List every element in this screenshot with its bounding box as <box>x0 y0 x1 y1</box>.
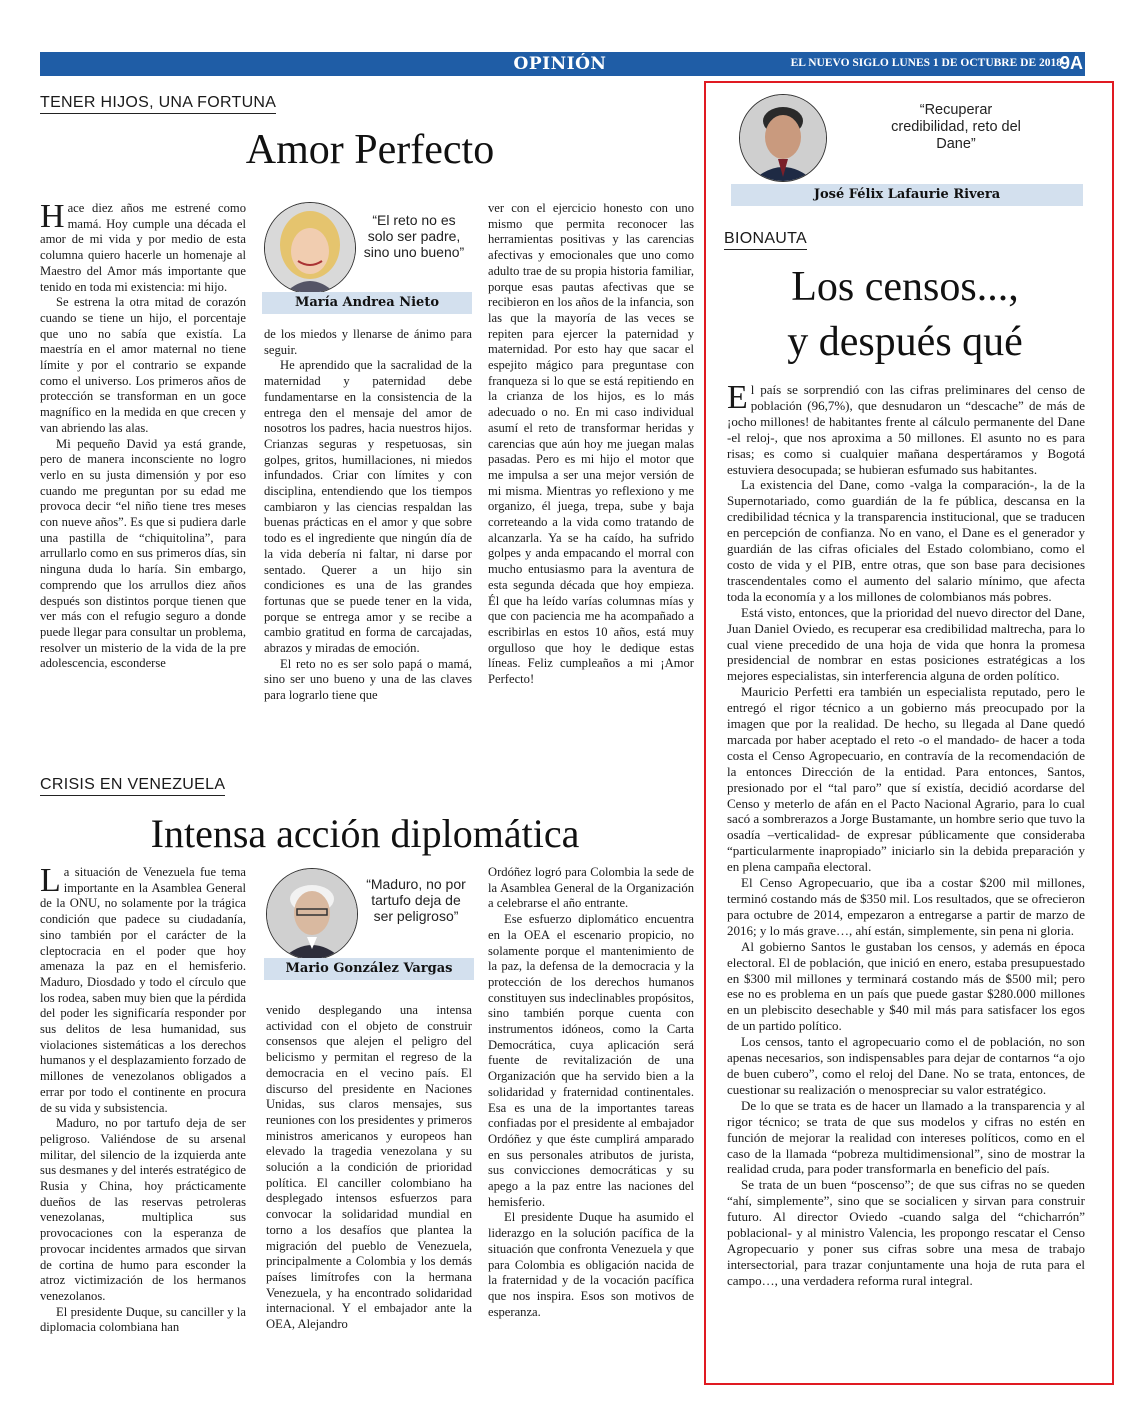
dateline: EL NUEVO SIGLO LUNES 1 DE OCTUBRE DE 2018 <box>790 57 1062 69</box>
article2-column-3 <box>488 865 694 1370</box>
pull-quote: “El reto no es solo ser padre, sino uno bueno” <box>363 212 465 260</box>
author-portrait-icon <box>265 203 355 293</box>
paragraph: Ese esfuerzo diplomático encuentra en la OEA el escenario propicio, no solamente porque el mantenimiento de la paz, la defensa de la democracia y la protección de los derechos humanos constituyen sus indeclinables propósitos, sino también porque cuenta con instrumentos idóneos, como la Carta Democrática, cuya aplicación será fuente de revitalización de una Organización que ha servido bien a la solidaridad y fraternidad continentales. Esa es una de la importantes tareas confiadas por el presidente al embajador Ordóñez y que éste cumplirá amparado en sus personales atributos de jurista, sus convicciones democráticas y su apego a la paz entre las naciones del hemisferio. <box>488 912 694 1209</box>
author-photo <box>264 202 356 294</box>
author-name: María Andrea Nieto <box>262 292 472 314</box>
paragraph: Ordóñez logró para Colombia la sede de la Asamblea General de la Organización a celebrarse el año entrante. <box>488 865 694 911</box>
article2-column-2 <box>266 1003 472 1370</box>
paragraph: Al gobierno Santos le gustaban los censos, y además en época electoral. El de población, que inició en enero, estaba presupuestado en $300 mil millones y terminará costando más de $500 mil; pero ese no es problema en un país que puede gastar $280.000 millones en un plebiscito desechable y $40 mil más para satisfacer los egos de un partido político. <box>727 938 1085 1034</box>
article2-title: Intensa acción diplomática <box>150 811 580 856</box>
paragraph: El Censo Agropecuario, que iba a costar $200 mil millones, terminó costando más de $350 mil. Los resultados, que se ofrecieron para octubre de 2014, empezaron a entregarse a partir de marzo de 2016; y lo más grave…, ahí están, simplemente, sin pena ni gloria. <box>727 875 1085 938</box>
paragraph: Se estrena la otra mitad de corazón cuando se tiene un hijo, el porcentaje que uno no sabía que existía. La maestría en el amor maternal no tiene límite y por el contrario se expande como el universo. Los primeros años de protección se transforman en un goce magnífico en la medida en que crecen y van abriendo las alas. <box>40 295 246 435</box>
pull-quote: “Recuperar credibilidad, reto del Dane” <box>891 102 1021 152</box>
page-number: 9A <box>1059 53 1083 73</box>
article3-title-line-1: Los censos..., <box>791 264 1019 310</box>
article2-column-1 <box>40 865 246 1370</box>
paragraph: De lo que se trata es de hacer un llamado a la transparencia y al rigor técnico; se trata de que sus modelos y cifras no estén en función de mejorar la realidad con intereses políticos, como en el caso de la llamada “pobreza multidimensional”, sino de mostrar la realidad cruda, para poder transformarla en beneficio del país. <box>727 1097 1085 1177</box>
article1-title: Amor Perfecto <box>245 127 495 173</box>
paragraph: El presidente Duque ha asumido el liderazgo en la solución pacífica de la situación que confronta Venezuela y que para Colombia es obligación nacida de la fraternidad y de la vocación pacífica que nos inspira. Esos son motivos de esperanza. <box>488 1210 694 1319</box>
paragraph: Mauricio Perfetti era también un especialista reputado, pero le entregó el rigor técnico a un gobierno más preocupado por la imagen que por la realidad. De hecho, su llegada al Dane quedó marcada por haber aceptado el reto -o el mandado- de hacer a toda costa el Censo Agropecuario, en contravía de la recomendación de la entonces Dirección de la entidad. Para entonces, Santos, presionado por el “tal paro” que sí existía, decidió acordarse del Censo y meterlo de afán en el Pacto Nacional Agrario, para lo cual sacó a sombrerazos a Jorge Bustamante, un hombre serio que tuvo la osadía –verticalidad- de expresar públicamente que consideraba “particularmente inapropiado” iniciarlo sin la debida preparación y en plena campaña electoral. <box>727 684 1085 875</box>
article3-kicker: BIONAUTA <box>724 230 807 250</box>
byline-box <box>264 866 474 984</box>
paragraph: l país se sorprendió con las cifras preliminares del censo de población (96,7%), que desnudaron un “descache” de más de ¡ocho millones! de habitantes frente al cálculo permanente del Dane -el reloj-, que nos aproxima a 50 millones. El asunto no es para risas; es como si cualquier mañana despertáramos y Bogotá estuviera desocupada; se hubieran esfumado sus habitantes. <box>727 382 1085 477</box>
article1-column-3 <box>488 201 694 745</box>
section-name: OPINIÓN <box>513 54 607 74</box>
paragraph: Mi pequeño David ya está grande, pero de manera inconsciente no logro verlo en su justa dimensión y por eso cuando me preguntan por su edad me provoca decir “el niño tiene tres meses con nueve años”. Es que si pudiera darle una pastilla de “chiquitolina”, para arrullarlo como en sus primeros días, sin ninguna duda lo haría. Sin embargo, comprendo que los arrullos diez años después son distintos porque tienen que ver más con el refugio seguro a donde puede llegar para consultar un problema, resolver un misterio de la vida de la pre adolescencia, esconderse <box>40 436 246 671</box>
paragraph: ver con el ejercicio honesto con uno mismo que permita reconocer las herramientas positivas y las carencias afectivas y emocionales que uno como adulto trae de su propia historia familiar, porque esas pautas afectivas que se recibieron en los años de la infancia, son las que la mayoría de las veces se repiten para ejercer la paternidad y maternidad. Por esto hay que sacar el espejito mágico para preguntase con franqueza si lo que se está repitiendo en la crianza de los hijos, es lo más adecuado o no. En mi caso individual asumí el reto de transformar heridas y carencias que aún hoy me juegan malas pasadas. Pero es mi hijo el motor que me impulsa a ser una mejor versión de mi misma. Mientras yo reflexiono y me organizo, él juega, trepa, sube y baja correteando a la vida como tratando de alcanzarla. Ya se ha caído, ha sufrido golpes y anda empacando el morral con mucho entusiasmo para la aventura de esta segunda década que hoy empieza. Él que ha leído varías columnas mías y que con paciencia me ha acompañado a escribirlas en estos 10 años, está muy orgulloso que hoy le dedique estas líneas. Feliz cumpleaños a mi ¡Amor Perfecto! <box>488 201 694 687</box>
article3-title-line-2: y después qué <box>787 319 1023 365</box>
author-name: José Félix Lafaurie Rivera <box>731 184 1083 206</box>
paragraph: a situación de Venezuela fue tema importante en la Asamblea General de la ONU, no solamente por la trágica condición que padece su ciudadanía, sino también por el carácter de la cleptocracia en el poder que hoy amenaza la paz en el hemisferio. Maduro, Diosdado y todo el círculo que los rodea, saben muy bien que la pérdida del poder les significaría responder por sus delitos de lesa humanidad, sus violaciones sistemáticas a los derechos humanos y el desplazamiento forzado de millones de venezolanos obligados a errar por todo el continente en procura de su vida y subsistencia. <box>40 865 246 1115</box>
author-portrait-icon <box>267 869 357 959</box>
paragraph: Está visto, entonces, que la prioridad del nuevo director del Dane, Juan Daniel Oviedo, es recuperar esa credibilidad maltrecha, para lo cual viene precedido de una hoja de vida que honra la promesa presidencial de nombrar en estas posiciones estratégicas a los mejores especialistas, sin interferencia alguna de orden político. <box>727 604 1085 684</box>
paragraph: venido desplegando una intensa actividad con el objeto de construir consensos que alejen el peligro del belicismo y permitan el regreso de la democracia en el vecino país. El discurso del presidente en Naciones Unidas, sus claros mensajes, sus reuniones con los presidentes y primeros ministros americanos y europeos han elevado la tragedia venezolana y su solución a la condición de prioridad política. El canciller colombiano ha desplegado intensos esfuerzos para convocar la solidaridad mundial en torno a los desafíos que plantea la migración del pueblo de Venezuela, principalmente a Colombia y los demás países limítrofes con la hermana Venezuela, y ha encontrado solidaridad internacional. Y el embajador ante la OEA, Alejandro <box>266 1003 472 1332</box>
dropcap: H <box>40 201 65 235</box>
pull-quote: “Maduro, no por tartufo deja de ser peligroso” <box>366 876 466 924</box>
article1-kicker: TENER HIJOS, UNA FORTUNA <box>40 94 276 114</box>
paragraph: He aprendido que la sacralidad de la maternidad y paternidad debe fundamentarse en la consistencia de la entrega den el mensaje del amor de nosotros los padres, hacia nuestros hijos. Crianzas seguras y respetuosas, sin golpes, gritos, humillaciones, ni miedos infundados. Criar con límites y con disciplina, entendiendo que los tiempos cambiaron y las ciencias respaldan las buenas prácticas en el amor y que sobre todo es el ingrediente que ningún día de la vida debería ni faltar, ni darse por sentado. Querer a un hijo sin condiciones es una de las grandes fortunas que se puede tener en la vida, porque se entrega amor y se recibe a cambio gratitud en forma de carcajadas, abrazos y miradas de emoción. <box>264 358 472 656</box>
author-photo <box>739 94 827 182</box>
author-name: Mario González Vargas <box>264 958 474 980</box>
paragraph: El reto no es ser solo papá o mamá, sino ser uno bueno y una de las claves para lograrlo tiene que <box>264 656 472 703</box>
paragraph: Se trata de un buen “poscenso”; de que sus cifras no se queden “ahí, simplemente”, sino que se socialicen y sirvan para construir futuro. Al director Oviedo -cuando salga del “chicharrón” poblacional- y al ministro Valencia, les propongo rescatar el Censo Agropecuario y poner sus cifras sobre una mesa de trabajo intersectorial, para trazar conjuntamente una hoja de ruta para el campo…, una verdadera reforma rural integral. <box>727 1177 1085 1288</box>
article1-column-1 <box>40 201 246 745</box>
paragraph: Los censos, tanto el agropecuario como el de población, no son apenas necesarios, son indispensables para dejar de contarnos “a ojo de buen cubero”, como el reloj del Dane. No se trata, entonces, de cuestionar su realización o menospreciar su valor estratégico. <box>727 1034 1085 1097</box>
author-portrait-icon <box>740 95 826 181</box>
article2-kicker: CRISIS EN VENEZUELA <box>40 776 225 796</box>
paragraph: Maduro, no por tartufo deja de ser peligroso. Valiéndose de su arsenal militar, del silencio de la izquierda ante sus desmanes y del interés estratégico de Rusia y China, hoy prácticamente dueños de las reservas petroleras venezolanas, multiplica sus provocaciones con la esperanza de provocar incidentes armados que sirvan de cortina de humo para esconder la atroz victimización de los hermanos venezolanos. <box>40 1116 246 1303</box>
byline-box <box>262 200 472 318</box>
article3-body <box>727 382 1085 1376</box>
article1-column-2 <box>264 327 472 745</box>
paragraph: ace diez años me estrené como mamá. Hoy cumple una década el amor de mi vida y por medio de esta columna quiero hacerle un homenaje al Maestro del Amor más importante que tenido en toda mi existencia: mi hijo. <box>40 201 246 294</box>
author-photo <box>266 868 358 960</box>
paragraph: de los miedos y llenarse de ánimo para seguir. <box>264 327 472 357</box>
dropcap: E <box>727 382 748 416</box>
dropcap: L <box>40 865 61 899</box>
paragraph: La existencia del Dane, como -valga la comparación-, la de la Supernotariado, como guardián de la fe pública, descansa en la credibilidad técnica y la transparencia institucional, que se traducen en percepción de confianza. No en vano, el Dane es el generador y guardián de las cifras oficiales del Estado colombiano, como el costo de vida y el PIB, entre otras, que son base para decisiones trascendentales como el aumento del salario mínimo, que afecta toda la economía y a los millones de colombianos más pobres. <box>727 477 1085 604</box>
byline-box <box>731 92 1083 208</box>
paragraph: El presidente Duque, su canciller y la diplomacia colombiana han <box>40 1304 246 1335</box>
